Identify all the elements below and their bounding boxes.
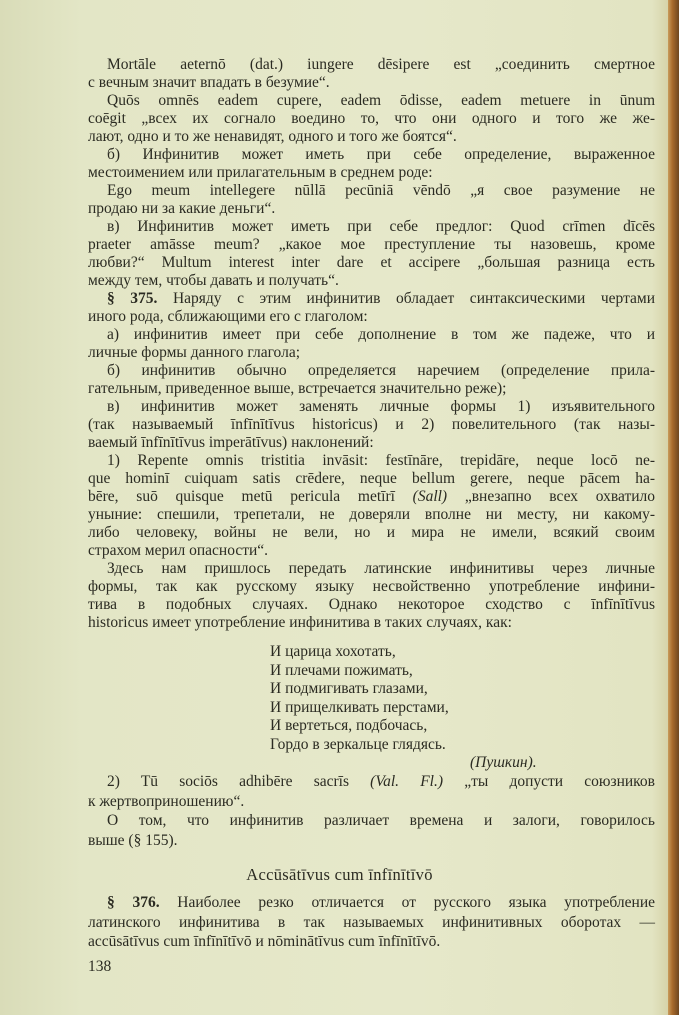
text-segment: (так называемый īnfīnītīvus historicus) и 2) повелительного (так назы-	[88, 416, 655, 433]
text-line	[88, 914, 655, 932]
text-line	[88, 308, 655, 326]
text-segment: латинского инфинитива в так называемых инфинитивных оборотах —	[88, 913, 655, 931]
text-line	[88, 164, 655, 182]
text-segment: б) инфинитив обычно определяется наречием (определение прила-	[107, 362, 655, 379]
text-segment: ваемый īnfīnītīvus imperātīvus) наклонений:	[88, 434, 374, 451]
text-segment: страхом мерил опасности“.	[88, 542, 269, 559]
text-line	[88, 128, 655, 146]
text-segment: 1) Repente omnis tristitia invāsit: festīnāre, trepidāre, neque locō ne-	[107, 452, 655, 469]
text-segment: выше (§ 155).	[88, 831, 178, 849]
text-segment: тива в подобных случаях. Однако некоторое сходство с īnfīnītīvus	[88, 596, 655, 613]
poem-author: (Пушкин).	[470, 754, 537, 771]
text-line	[107, 92, 655, 110]
text-line	[107, 362, 655, 380]
text-line	[88, 578, 655, 596]
text-segment: местоимением или прилагательным в среднем роде:	[88, 164, 433, 181]
text-segment: в) инфинитив может заменять личные формы 1) изъявительного	[107, 398, 655, 415]
section-number: § 375.	[107, 290, 158, 307]
text-line	[88, 614, 655, 632]
section-number: § 376.	[107, 894, 160, 911]
text-line	[107, 218, 655, 236]
text-segment: Здесь нам пришлось передать латинские инфинитивы через личные	[107, 560, 655, 577]
text-segment: „внезапно всех охватило	[447, 488, 655, 505]
poem-line: И царица хохотать,	[270, 643, 396, 660]
text-line	[88, 254, 655, 272]
text-segment: accūsātīvus cum īnfīnītīvō и nōminātīvus cum īnfīnītīvō.	[88, 933, 441, 950]
text-line	[88, 933, 655, 951]
text-line	[107, 182, 655, 200]
text-segment: к жертвоприношению“.	[88, 792, 245, 810]
text-line	[88, 832, 655, 850]
text-line	[88, 488, 655, 506]
text-segment: личные формы данного глагола;	[88, 344, 301, 361]
poem-line: Гордо в зеркальце глядясь.	[270, 735, 446, 753]
text-line	[107, 812, 655, 830]
text-segment: Ego meum intellegere nūllā pecūniā vēndō „я свое разумение не	[107, 182, 655, 199]
text-line	[88, 344, 655, 362]
text-line	[88, 272, 655, 290]
text-segment: 2) Tū sociōs adhibēre sacrīs	[107, 773, 371, 790]
text-line	[107, 560, 655, 578]
text-line	[107, 56, 655, 74]
text-line	[88, 793, 655, 811]
text-line	[88, 74, 655, 92]
page-number: 138	[88, 958, 112, 975]
poem-line: И плечами пожимать,	[270, 661, 413, 679]
text-line	[107, 290, 655, 308]
text-line	[88, 542, 655, 560]
text-segment: между тем, чтобы давать и получать“.	[88, 272, 339, 289]
text-segment: а) инфинитив имеет при себе дополнение в том же падеже, что и	[107, 326, 655, 343]
text-segment: praeter amāsse meum? „какое мое преступление ты назовешь, кроме	[88, 236, 655, 253]
text-segment: лают, одно и то же ненавидят, одного и того же боятся“.	[88, 128, 457, 145]
text-segment: „ты допусти союзников	[443, 773, 655, 790]
text-line	[88, 596, 655, 614]
text-segment: coēgit „всех их согнало воедино то, что они одного и того же же-	[88, 110, 655, 127]
text-line	[107, 146, 655, 164]
text-segment: иного рода, сближающими его с глаголом:	[88, 308, 368, 325]
text-segment: гательным, приведенное выше, встречается значительно реже);	[88, 380, 507, 397]
text-line	[88, 434, 655, 452]
text-segment: Mortāle aeternō (dat.) iungere dēsipere est „соединить смертное	[107, 56, 655, 73]
text-line	[88, 236, 655, 254]
text-segment: б) Инфинитив может иметь при себе определение, выраженное	[107, 146, 655, 163]
text-segment: bēre, suō quisque metū pericula metīrī	[88, 488, 413, 505]
text-segment: historicus имеет употребление инфинитива в таких случаях, как:	[88, 614, 512, 631]
text-segment: Наиболее резко отличается от русского языка употребление	[159, 894, 656, 911]
book-binding-edge	[668, 0, 679, 1015]
text-segment: que hominī cuiquam satis crēdere, neque bellum gerere, neque pācem ha-	[88, 470, 655, 487]
text-line	[88, 110, 655, 128]
poem-line: И прищелкивать перстами,	[270, 698, 449, 716]
source-citation: (Sall)	[412, 488, 448, 505]
text-line	[88, 470, 655, 488]
text-segment: с вечным значит впадать в безумие“.	[88, 74, 330, 91]
text-line	[88, 200, 655, 218]
text-segment: Наряду с этим инфинитив обладает синтаксическими чертами	[157, 290, 656, 307]
text-segment: уныние: спешили, трепетали, не доверяли вполне ни месту, ни какому-	[88, 506, 655, 523]
text-segment: Quōs omnēs eadem cupere, eadem ōdisse, eadem metuere in ūnum	[107, 92, 655, 109]
poem-line: И подмигивать глазами,	[270, 680, 428, 697]
text-line	[88, 380, 655, 398]
text-segment: любви?“ Multum interest inter dare et accipere „большая разница есть	[88, 254, 655, 271]
text-line	[88, 506, 655, 524]
text-segment: либо человеку, войны не вели, но и мира не имели, всякий своим	[88, 524, 655, 541]
text-line	[107, 894, 655, 912]
text-line	[88, 524, 655, 542]
text-line	[107, 773, 655, 791]
text-segment: продаю ни за какие деньги“.	[88, 200, 276, 217]
text-segment: в) Инфинитив может иметь при себе предлог: Quod crīmen dīcēs	[107, 218, 655, 235]
section-heading: Accūsātīvus cum īnfīnītīvō	[246, 865, 433, 884]
text-line	[107, 452, 655, 470]
text-segment: О том, что инфинитив различает времена и залоги, говорилось	[107, 812, 655, 829]
text-line	[88, 416, 655, 434]
text-line	[107, 326, 655, 344]
text-line	[107, 398, 655, 416]
source-citation: (Val. Fl.)	[370, 773, 444, 790]
poem-line: И вертеться, подбочась,	[270, 717, 428, 734]
text-segment: формы, так как русскому языку несвойственно употребление инфини-	[88, 578, 655, 595]
